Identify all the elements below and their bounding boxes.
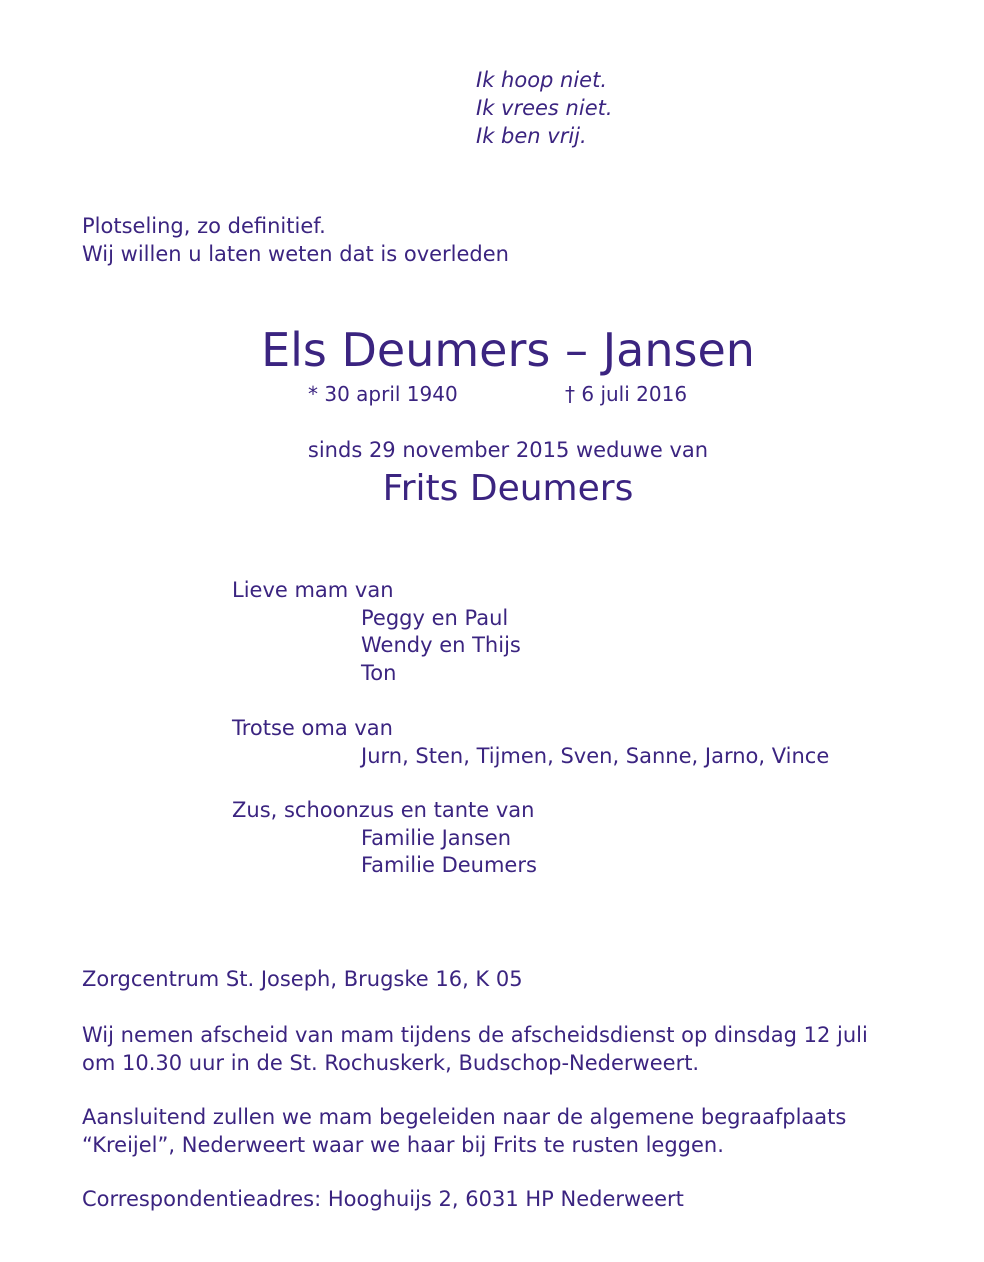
poem-line: Ik hoop niet. bbox=[476, 68, 608, 92]
family-group-heading: Zus, schoonzus en tante van bbox=[232, 798, 535, 822]
family-member: Ton bbox=[361, 660, 397, 685]
burial-text bbox=[82, 1103, 846, 1159]
deceased-name: Els Deumers – Jansen bbox=[261, 323, 755, 377]
widow-line: sinds 29 november 2015 weduwe van bbox=[307, 438, 709, 462]
family-group-children bbox=[232, 577, 521, 687]
poem-line: Ik vrees niet. bbox=[476, 96, 613, 120]
family-member: Jurn, Sten, Tijmen, Sven, Sanne, Jarno, Vince bbox=[361, 743, 830, 768]
family-member: Familie Deumers bbox=[361, 853, 537, 877]
family-member: Wendy en Thijs bbox=[361, 633, 521, 657]
intro-line: Wij willen u laten weten dat is overleden bbox=[82, 242, 509, 266]
family-group-grandchildren bbox=[232, 715, 829, 770]
location-line: Zorgcentrum St. Joseph, Brugske 16, K 05 bbox=[82, 967, 523, 991]
intro-line: Plotseling, zo definitief. bbox=[82, 214, 326, 238]
service-line: om 10.30 uur in de St. Rochuskerk, Budschop-Nederweert. bbox=[82, 1051, 700, 1075]
death-date: † 6 juli 2016 bbox=[565, 382, 688, 406]
service-line: Wij nemen afscheid van mam tijdens de afscheidsdienst op dinsdag 12 juli bbox=[82, 1023, 868, 1047]
family-member: Familie Jansen bbox=[361, 825, 512, 850]
intro-text bbox=[82, 212, 509, 268]
correspondence-line: Correspondentieadres: Hooghuijs 2, 6031 HP Nederweert bbox=[82, 1187, 684, 1211]
poem-line: Ik ben vrij. bbox=[476, 124, 587, 148]
burial-line: “Kreijel”, Nederweert waar we haar bij Frits te rusten leggen. bbox=[82, 1133, 724, 1157]
correspondence-text bbox=[82, 1185, 684, 1213]
birth-date: * 30 april 1940 bbox=[308, 382, 458, 406]
family-group-heading: Lieve mam van bbox=[232, 578, 394, 602]
family-member: Peggy en Paul bbox=[361, 605, 509, 630]
spouse-name: Frits Deumers bbox=[382, 468, 634, 509]
location-text bbox=[82, 965, 523, 993]
poem bbox=[476, 66, 613, 150]
burial-line: Aansluitend zullen we mam begeleiden naar de algemene begraafplaats bbox=[82, 1105, 847, 1129]
service-text bbox=[82, 1021, 868, 1077]
family-group-relatives bbox=[232, 797, 537, 880]
family-group-heading: Trotse oma van bbox=[232, 716, 393, 740]
